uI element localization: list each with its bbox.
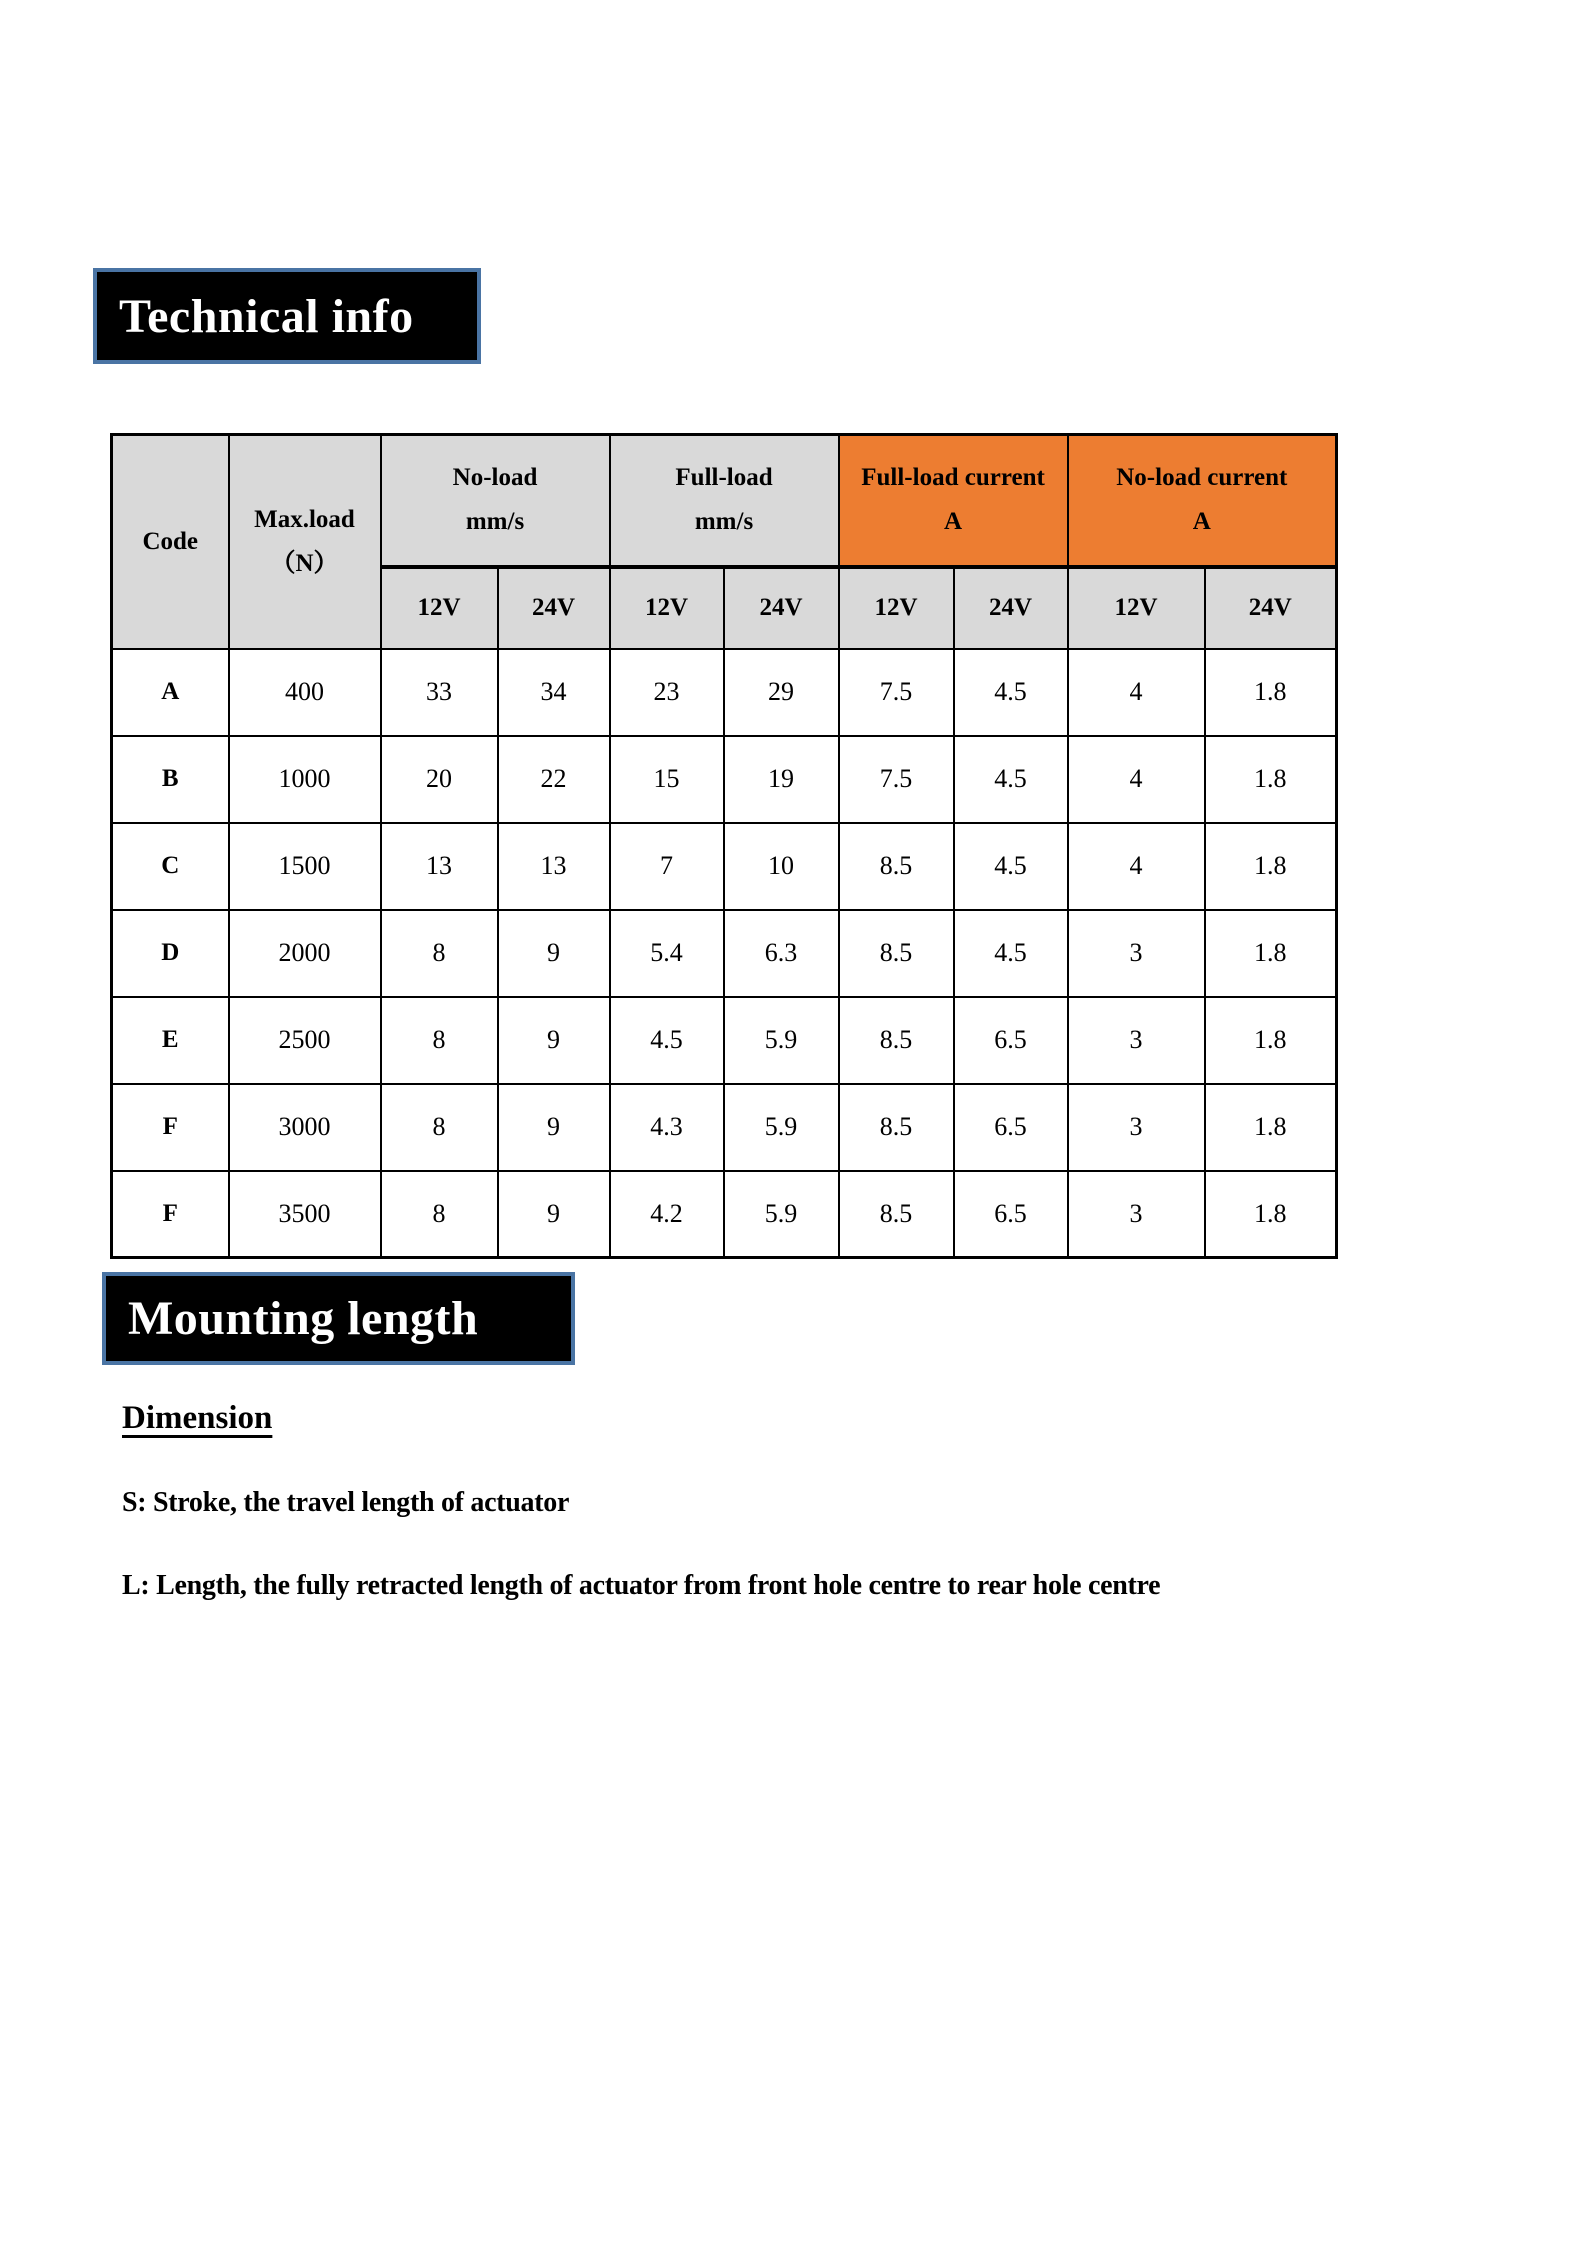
technical-spec-table <box>110 433 1338 1259</box>
code-cell: B <box>112 736 229 823</box>
table-cell: 4.5 <box>954 823 1068 910</box>
dimension-heading: Dimension <box>122 1400 273 1436</box>
table-cell: 22 <box>498 736 610 823</box>
table-row <box>112 823 1337 910</box>
code-cell: C <box>112 823 229 910</box>
table-cell: 5.9 <box>724 1171 839 1258</box>
stroke-definition-note: S: Stroke, the travel length of actuator <box>122 1487 570 1518</box>
table-cell: 6.3 <box>724 910 839 997</box>
max-load-column-header <box>229 435 381 649</box>
max-load-cell: 400 <box>229 649 381 736</box>
max-load-cell: 3500 <box>229 1171 381 1258</box>
code-column-header: Code <box>112 435 229 649</box>
table-cell: 9 <box>498 1171 610 1258</box>
table-cell: 8.5 <box>839 910 954 997</box>
group-header-line1: Full-load <box>675 464 773 492</box>
table-cell: 9 <box>498 997 610 1084</box>
table-cell: 3 <box>1068 1171 1205 1258</box>
table-row <box>112 910 1337 997</box>
group-header-line1: No-load <box>452 464 538 492</box>
mounting-length-title: Mounting length <box>128 1292 479 1345</box>
full-load-current-group-header <box>839 435 1068 567</box>
technical-info-title: Technical info <box>119 289 414 343</box>
code-cell: D <box>112 910 229 997</box>
table-cell: 10 <box>724 823 839 910</box>
table-cell: 6.5 <box>954 1084 1068 1171</box>
table-cell: 8.5 <box>839 1171 954 1258</box>
group-header-line2: A <box>1192 508 1211 536</box>
group-header-line1: Full-load current <box>861 464 1045 492</box>
table-cell: 4 <box>1068 736 1205 823</box>
table-cell: 5.4 <box>610 910 724 997</box>
mounting-length-title-box <box>102 1272 575 1365</box>
voltage-subheader: 12V <box>839 567 954 649</box>
table-cell: 34 <box>498 649 610 736</box>
table-cell: 8.5 <box>839 823 954 910</box>
table-cell: 20 <box>381 736 498 823</box>
table-cell: 6.5 <box>954 997 1068 1084</box>
table-row <box>112 1084 1337 1171</box>
table-cell: 23 <box>610 649 724 736</box>
table-cell: 4 <box>1068 823 1205 910</box>
voltage-subheader: 24V <box>724 567 839 649</box>
code-cell: A <box>112 649 229 736</box>
table-cell: 1.8 <box>1205 1171 1337 1258</box>
table-cell: 4 <box>1068 649 1205 736</box>
table-cell: 6.5 <box>954 1171 1068 1258</box>
max-load-cell: 1000 <box>229 736 381 823</box>
voltage-subheader: 24V <box>1205 567 1337 649</box>
table-cell: 4.5 <box>954 910 1068 997</box>
table-cell: 13 <box>498 823 610 910</box>
no-load-current-group-header <box>1068 435 1337 567</box>
technical-info-title-box <box>93 268 481 364</box>
code-cell: E <box>112 997 229 1084</box>
table-cell: 5.9 <box>724 1084 839 1171</box>
table-cell: 1.8 <box>1205 736 1337 823</box>
table-cell: 1.8 <box>1205 997 1337 1084</box>
table-cell: 7.5 <box>839 649 954 736</box>
table-cell: 1.8 <box>1205 910 1337 997</box>
table-cell: 8 <box>381 1084 498 1171</box>
table-cell: 4.5 <box>954 649 1068 736</box>
max-load-cell: 2000 <box>229 910 381 997</box>
table-cell: 3 <box>1068 1084 1205 1171</box>
voltage-subheader: 12V <box>381 567 498 649</box>
group-header-line2: mm/s <box>465 508 525 536</box>
max-load-cell: 2500 <box>229 997 381 1084</box>
max-load-header-line1: Max.load <box>254 505 355 533</box>
table-cell: 9 <box>498 910 610 997</box>
table-cell: 1.8 <box>1205 1084 1337 1171</box>
voltage-subheader: 12V <box>1068 567 1205 649</box>
table-row <box>112 649 1337 736</box>
table-group-header-row <box>112 435 1337 567</box>
length-definition-note: L: Length, the fully retracted length of actuator from front hole centre to rear hole centre <box>122 1570 1161 1601</box>
table-row <box>112 997 1337 1084</box>
table-cell: 4.5 <box>954 736 1068 823</box>
table-cell: 8 <box>381 1171 498 1258</box>
table-cell: 19 <box>724 736 839 823</box>
full-load-speed-group-header <box>610 435 839 567</box>
table-row <box>112 1171 1337 1258</box>
voltage-subheader: 24V <box>498 567 610 649</box>
group-header-line2: mm/s <box>694 508 754 536</box>
table-cell: 8 <box>381 910 498 997</box>
table-cell: 3 <box>1068 997 1205 1084</box>
table-cell: 15 <box>610 736 724 823</box>
table-cell: 5.9 <box>724 997 839 1084</box>
table-cell: 1.8 <box>1205 823 1337 910</box>
table-cell: 13 <box>381 823 498 910</box>
group-header-line1: No-load current <box>1116 464 1288 492</box>
table-cell: 1.8 <box>1205 649 1337 736</box>
table-cell: 4.5 <box>610 997 724 1084</box>
table-cell: 8.5 <box>839 997 954 1084</box>
voltage-subheader: 12V <box>610 567 724 649</box>
code-cell: F <box>112 1084 229 1171</box>
max-load-cell: 1500 <box>229 823 381 910</box>
table-row <box>112 736 1337 823</box>
table-cell: 7.5 <box>839 736 954 823</box>
table-cell: 4.2 <box>610 1171 724 1258</box>
group-header-line2: A <box>943 508 963 536</box>
table-cell: 29 <box>724 649 839 736</box>
table-cell: 3 <box>1068 910 1205 997</box>
table-cell: 33 <box>381 649 498 736</box>
table-cell: 9 <box>498 1084 610 1171</box>
max-load-header-line2: （N） <box>270 549 339 577</box>
no-load-speed-group-header <box>381 435 610 567</box>
max-load-cell: 3000 <box>229 1084 381 1171</box>
table-cell: 4.3 <box>610 1084 724 1171</box>
table-cell: 8 <box>381 997 498 1084</box>
code-cell: F <box>112 1171 229 1258</box>
table-cell: 8.5 <box>839 1084 954 1171</box>
table-cell: 7 <box>610 823 724 910</box>
voltage-subheader: 24V <box>954 567 1068 649</box>
